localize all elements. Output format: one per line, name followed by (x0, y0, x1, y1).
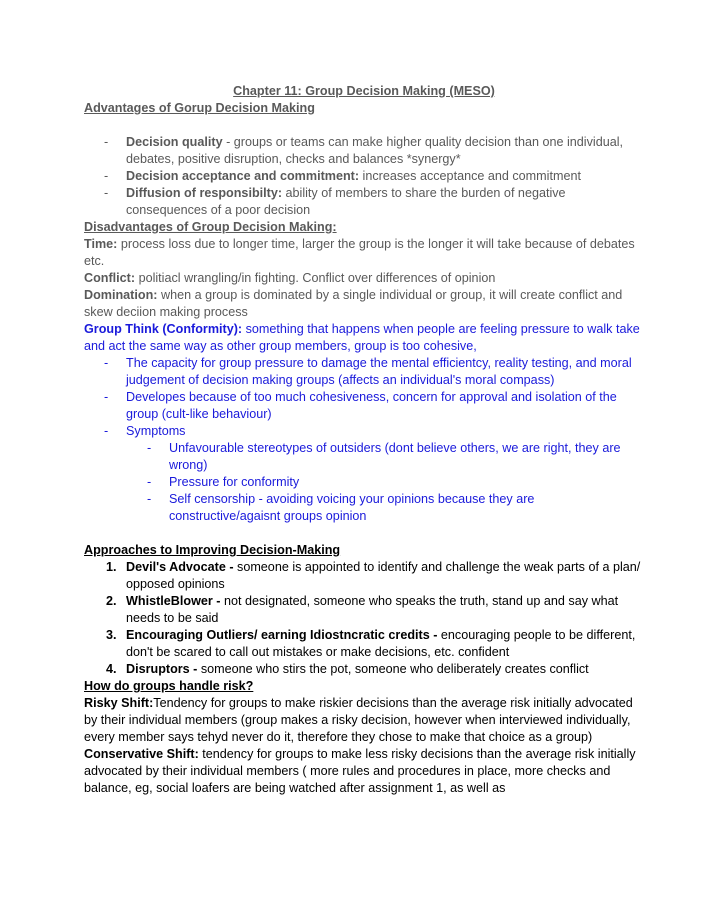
list-item: - Symptoms (84, 423, 644, 440)
spacer (84, 525, 644, 542)
document-page (84, 83, 644, 797)
paragraph: Conflict: politiacl wrangling/in fighting. Conflict over differences of opinion (84, 271, 496, 285)
list-item: - Decision acceptance and commitment: increases acceptance and commitment (84, 168, 644, 185)
groupthink-paragraph: Group Think (Conformity): something that happens when people are feeling pressure to walk take and act the same way as other group members, group is too cohesive, (84, 322, 640, 353)
advantages-heading: Advantages of Gorup Decision Making (84, 101, 315, 115)
paragraph: Time: process loss due to longer time, larger the group is the longer it will take because of debates etc. (84, 237, 635, 268)
risk-heading: How do groups handle risk? (84, 679, 254, 693)
paragraph: Risky Shift:Tendency for groups to make riskier decisions than the average risk initially advocated by their individual members (group makes a risky decision, however when interviewed individually, every member says tehyd never do it, therefore they chose to make that choice as a group) (84, 696, 633, 744)
list-item: 1. Devil's Advocate - someone is appointed to identify and challenge the weak parts of a plan/ opposed opinions (106, 560, 641, 591)
spacer (84, 117, 644, 134)
page-title: Chapter 11: Group Decision Making (MESO) (233, 84, 495, 98)
paragraph: Domination: when a group is dominated by a single individual or group, it will create conflict and skew deciion making process (84, 288, 623, 319)
list-item: - Diffusion of responsibilty: ability of members to share the burden of negative consequences of a poor decision (84, 185, 644, 219)
paragraph: Conservative Shift: tendency for groups to make less risky decisions than the average risk initially advocated by their individual members ( more rules and procedures in place, more checks and balance, eg, social loafers are being watched after assignment 1, as well as (84, 747, 636, 795)
list-item: - The capacity for group pressure to damage the mental efficientcy, reality testing, and moral judgement of decision making groups (affects an individual's moral compass) (84, 355, 644, 389)
list-item: - Self censorship - avoiding voicing your opinions because they are constructive/agaisnt groups opinion (84, 491, 644, 525)
disadvantages-heading: Disadvantages of Group Decision Making: (84, 220, 337, 234)
groupthink-list (84, 355, 644, 440)
list-item: - Unfavourable stereotypes of outsiders (dont believe others, we are right, they are wrong) (84, 440, 644, 474)
list-item: - Developes because of too much cohesiveness, concern for approval and isolation of the group (cult-like behaviour) (84, 389, 644, 423)
list-item: - Decision quality - groups or teams can make higher quality decision than one individual, debates, positive disruption, checks and balances *synergy* (84, 134, 644, 168)
approaches-heading: Approaches to Improving Decision-Making (84, 543, 341, 557)
symptoms-list (84, 440, 644, 525)
advantages-list (84, 134, 644, 219)
list-item: 4. Disruptors - someone who stirs the pot, someone who deliberately creates conflict (106, 662, 589, 676)
list-item: - Pressure for conformity (84, 474, 644, 491)
list-item: 2. WhistleBlower - not designated, someone who speaks the truth, stand up and say what needs to be said (106, 594, 619, 625)
approaches-list (84, 559, 644, 678)
list-item: 3. Encouraging Outliers/ earning Idiostncratic credits - encouraging people to be different, don't be scared to call out mistakes or make decisions, etc. confident (106, 628, 636, 659)
